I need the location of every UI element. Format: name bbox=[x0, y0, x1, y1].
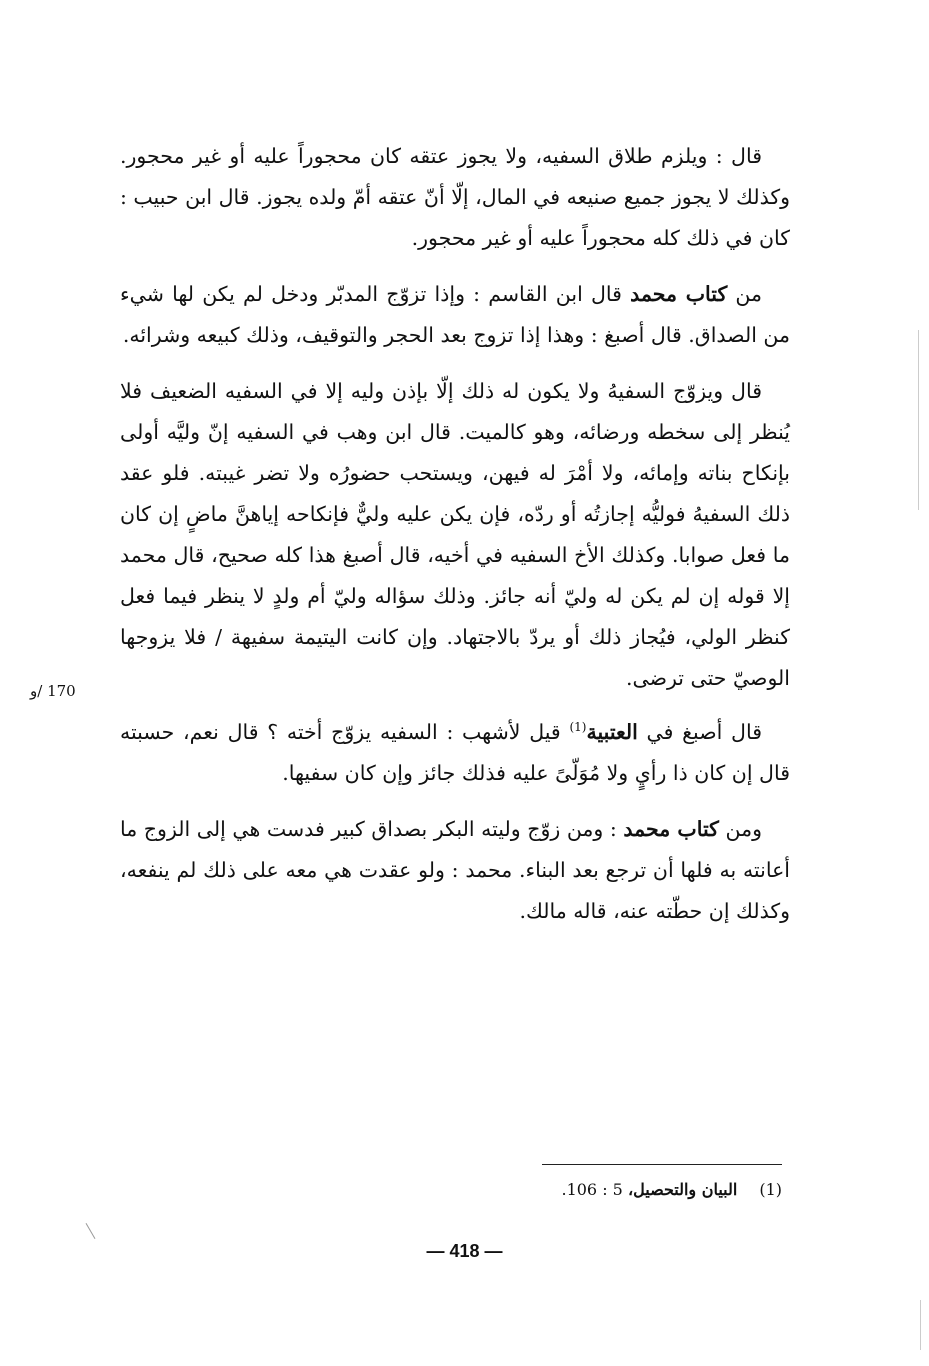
paragraph-4-source-title: العتبية bbox=[586, 720, 638, 744]
paragraph-3-text: قال ويزوّج السفيهُ ولا يكون له ذلك إلّا بإذن وليه إلا في السفيه الضعيف فلا يُنظر إلى سخطه ورضائه، وهو كالميت. قال ابن وهب في السفيه إنّ وليَّه أولى بإنكاح بناته وإمائه، ولا أمْرَ له فيهن، ويستحب حضورُه ولا تضر غيبته. فلو عقد ذلك السفيهُ فوليُّه إجازتُه أو ردّه، فإن يكن عليه وليٌّ فإنكاحه إياهنَّ ماضٍ إن كان ما فعل صوابا. وكذلك الأخ السفيه في أخيه، قال أصبغ هذا كله صحيح، قال محمد إلا قوله إن لم يكن له وليّ أنه جائز. وذلك سؤاله وليّ أم ولدٍ لا ينظر فيما فعل كنظر الولي، فيُجاز ذلك أو يردّ بالاجتهاد. وإن كانت اليتيمة سفيهة / فلا يزوجها الوصيّ حتى ترضى. bbox=[120, 379, 790, 690]
paragraph-4 bbox=[120, 712, 790, 794]
paragraph-2 bbox=[120, 274, 790, 356]
manuscript-folio-note: 170 /و bbox=[30, 682, 76, 700]
paragraph-5-lead: ومن bbox=[718, 817, 762, 841]
scan-artifact-edge bbox=[918, 330, 919, 510]
paragraph-1 bbox=[120, 136, 790, 259]
paragraph-1-text: قال : ويلزم طلاق السفيه، ولا يجوز عتقه كان محجوراً عليه أو غير محجور. وكذلك لا يجوز جميع صنيعه في المال، إلّا أنّ عتقه أمّ ولده يجوز. قال ابن حبيب : كان في ذلك كله محجوراً عليه أو غير محجور. bbox=[120, 144, 790, 250]
scan-artifact-edge-lower bbox=[920, 1300, 921, 1350]
paragraph-5 bbox=[120, 809, 790, 932]
footnote-reference[interactable]: (1) bbox=[569, 720, 587, 735]
paragraph-2-source-title: كتاب محمد bbox=[630, 282, 728, 306]
paragraph-5-text: : ومن زوّج وليته البكر بصداق كبير فدست هي إلى الزوج ما أعانته به فلها أن ترجع بعد البناء. محمد : ولو عقدت هي معه على ذلك لم ينفعه، وكذلك إن حطّته عنه، قاله مالك. bbox=[120, 817, 790, 923]
footnote-source-title: البيان والتحصيل، bbox=[627, 1180, 738, 1199]
page-number: — 418 — bbox=[426, 1241, 503, 1261]
footnote-number: (1) bbox=[759, 1180, 782, 1199]
footnote bbox=[400, 1175, 782, 1205]
paragraph-2-lead: من bbox=[727, 282, 762, 306]
footnote-divider bbox=[542, 1164, 782, 1165]
paragraph-2-text: قال ابن القاسم : وإذا تزوّج المدبّر ودخل لم يكن لها شيء من الصداق. قال أصبغ : وهذا إذا تزوج بعد الحجر والتوقيف، وذلك كبيعه وشرائه. bbox=[120, 282, 790, 347]
paragraph-3 bbox=[120, 371, 790, 699]
main-text bbox=[120, 136, 790, 947]
paragraph-4-lead: قال أصبغ في bbox=[637, 720, 762, 744]
paragraph-5-source-title: كتاب محمد bbox=[623, 817, 719, 841]
paragraph-4-text: قيل لأشهب : السفيه يزوّج أخته ؟ قال نعم، حسبته قال إن كان ذا رأيٍ ولا مُوَلّىً عليه فذلك جائز وإن كان سفيها. bbox=[120, 720, 790, 785]
footnote-text: 5 : 106. bbox=[561, 1180, 628, 1199]
